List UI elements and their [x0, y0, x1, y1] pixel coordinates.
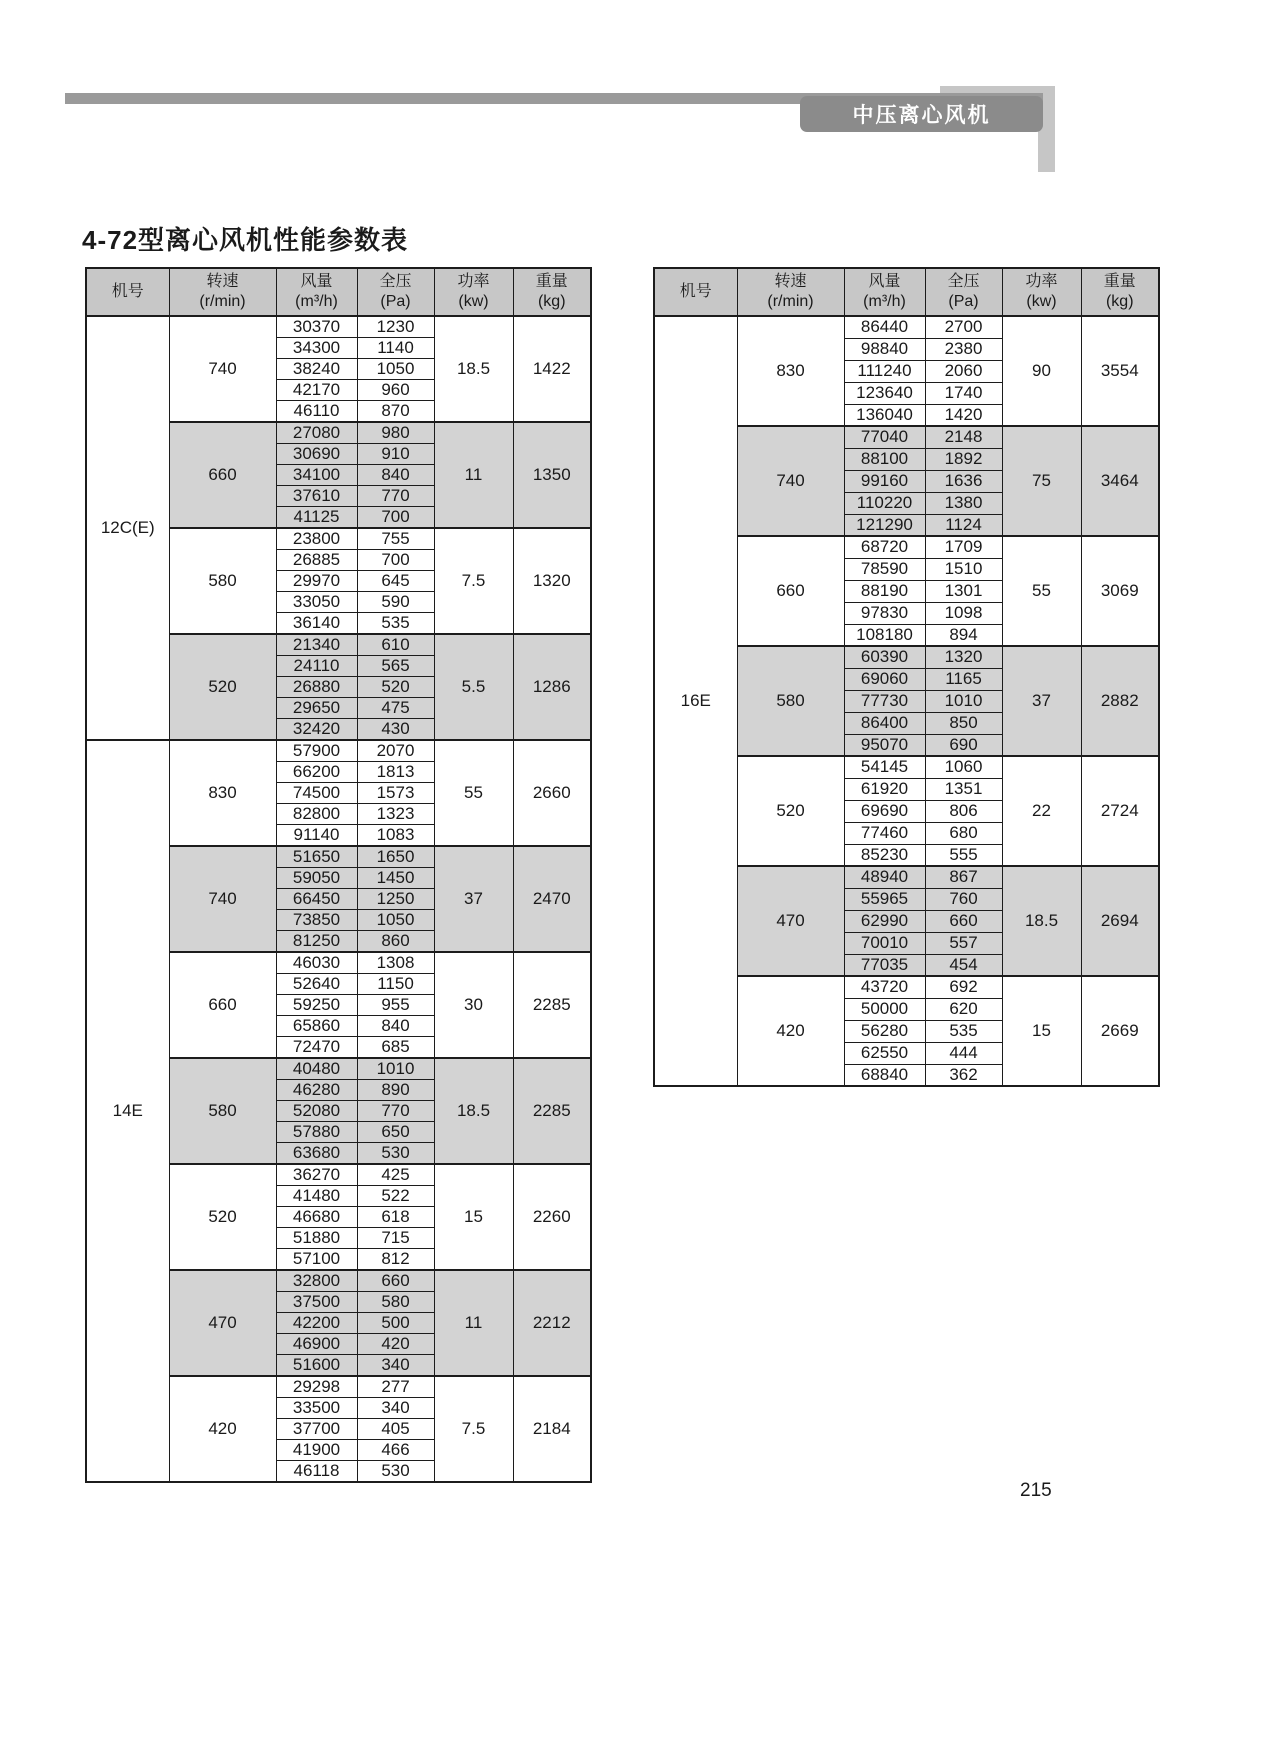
cell-pressure: 1380	[925, 492, 1002, 514]
cell-pressure: 645	[357, 571, 434, 592]
cell-speed: 740	[169, 316, 276, 422]
cell-flow: 74500	[276, 783, 357, 804]
cell-flow: 26880	[276, 677, 357, 698]
cell-flow: 51600	[276, 1355, 357, 1377]
cell-pressure: 1573	[357, 783, 434, 804]
cell-flow: 36140	[276, 613, 357, 635]
cell-flow: 66200	[276, 762, 357, 783]
cell-pressure: 700	[357, 507, 434, 529]
cell-pressure: 340	[357, 1355, 434, 1377]
cell-flow: 86400	[844, 712, 925, 734]
cell-power: 11	[434, 1270, 513, 1376]
cell-pressure: 812	[357, 1249, 434, 1271]
cell-pressure: 980	[357, 422, 434, 444]
cell-flow: 78590	[844, 558, 925, 580]
cell-speed: 580	[169, 528, 276, 634]
cell-flow: 54145	[844, 756, 925, 778]
col-header-unit: (Pa)	[948, 293, 979, 310]
section-tab-label: 中压离心风机	[852, 104, 991, 127]
cell-flow: 57100	[276, 1249, 357, 1271]
cell-pressure: 1124	[925, 514, 1002, 536]
cell-flow: 37700	[276, 1419, 357, 1440]
cell-pressure: 444	[925, 1042, 1002, 1064]
cell-weight: 1422	[513, 316, 591, 422]
cell-pressure: 340	[357, 1398, 434, 1419]
cell-flow: 34100	[276, 465, 357, 486]
cell-flow: 41125	[276, 507, 357, 529]
cell-flow: 86440	[844, 316, 925, 338]
cell-flow: 69060	[844, 668, 925, 690]
cell-flow: 48940	[844, 866, 925, 888]
cell-pressure: 1060	[925, 756, 1002, 778]
cell-pressure: 680	[925, 822, 1002, 844]
cell-pressure: 1150	[357, 974, 434, 995]
performance-table-16E	[653, 267, 1160, 1087]
cell-flow: 65860	[276, 1016, 357, 1037]
cell-speed: 580	[737, 646, 844, 756]
cell-pressure: 867	[925, 866, 1002, 888]
cell-flow: 69690	[844, 800, 925, 822]
col-header-label: 机号	[111, 283, 144, 300]
col-header-unit: (m³/h)	[863, 293, 906, 310]
table-row	[654, 316, 1159, 338]
cell-speed: 420	[169, 1376, 276, 1482]
cell-pressure: 618	[357, 1207, 434, 1228]
cell-power: 90	[1002, 316, 1081, 426]
col-header-label: 功率	[457, 273, 490, 290]
cell-flow: 77460	[844, 822, 925, 844]
cell-pressure: 1050	[357, 910, 434, 931]
cell-pressure: 1650	[357, 846, 434, 868]
cell-power: 75	[1002, 426, 1081, 536]
cell-pressure: 277	[357, 1376, 434, 1398]
cell-pressure: 1636	[925, 470, 1002, 492]
cell-pressure: 535	[357, 613, 434, 635]
cell-flow: 136040	[844, 404, 925, 426]
fan-table-left	[85, 267, 592, 1483]
cell-flow: 43720	[844, 976, 925, 998]
cell-flow: 41900	[276, 1440, 357, 1461]
cell-pressure: 1308	[357, 952, 434, 974]
col-header-unit: (r/min)	[199, 293, 246, 310]
cell-flow: 34300	[276, 338, 357, 359]
cell-pressure: 770	[357, 486, 434, 507]
cell-pressure: 522	[357, 1186, 434, 1207]
cell-pressure: 530	[357, 1461, 434, 1483]
col-header-label: 重量	[1103, 273, 1136, 290]
cell-flow: 70010	[844, 932, 925, 954]
cell-power: 18.5	[1002, 866, 1081, 976]
cell-model: 14E	[86, 740, 169, 1482]
cell-speed: 580	[169, 1058, 276, 1164]
cell-pressure: 430	[357, 719, 434, 741]
cell-flow: 81250	[276, 931, 357, 953]
cell-power: 15	[1002, 976, 1081, 1086]
table-header	[654, 268, 1159, 316]
cell-power: 37	[1002, 646, 1081, 756]
cell-pressure: 1323	[357, 804, 434, 825]
col-header-flow	[844, 268, 925, 316]
cell-pressure: 530	[357, 1143, 434, 1165]
cell-power: 22	[1002, 756, 1081, 866]
cell-pressure: 557	[925, 932, 1002, 954]
col-header-model	[86, 268, 169, 316]
cell-pressure: 405	[357, 1419, 434, 1440]
col-header-label: 转速	[206, 273, 239, 290]
cell-pressure: 2380	[925, 338, 1002, 360]
cell-power: 7.5	[434, 528, 513, 634]
cell-flow: 29970	[276, 571, 357, 592]
cell-weight: 1350	[513, 422, 591, 528]
cell-flow: 82800	[276, 804, 357, 825]
cell-pressure: 2148	[925, 426, 1002, 448]
cell-speed: 520	[169, 634, 276, 740]
cell-pressure: 454	[925, 954, 1002, 976]
cell-weight: 3464	[1081, 426, 1159, 536]
cell-pressure: 555	[925, 844, 1002, 866]
cell-pressure: 520	[357, 677, 434, 698]
cell-flow: 23800	[276, 528, 357, 550]
cell-speed: 740	[169, 846, 276, 952]
cell-pressure: 1010	[925, 690, 1002, 712]
table-body	[86, 316, 591, 1482]
cell-flow: 52640	[276, 974, 357, 995]
cell-pressure: 806	[925, 800, 1002, 822]
cell-pressure: 1250	[357, 889, 434, 910]
col-header-label: 风量	[868, 273, 901, 290]
cell-speed: 520	[737, 756, 844, 866]
cell-flow: 37610	[276, 486, 357, 507]
cell-pressure: 1140	[357, 338, 434, 359]
cell-flow: 57900	[276, 740, 357, 762]
col-header-label: 风量	[300, 273, 333, 290]
page-number: 215	[1020, 1480, 1052, 1501]
cell-pressure: 1301	[925, 580, 1002, 602]
cell-flow: 57880	[276, 1122, 357, 1143]
cell-flow: 85230	[844, 844, 925, 866]
cell-flow: 97830	[844, 602, 925, 624]
cell-flow: 59250	[276, 995, 357, 1016]
cell-power: 55	[1002, 536, 1081, 646]
cell-weight: 3069	[1081, 536, 1159, 646]
cell-flow: 33050	[276, 592, 357, 613]
cell-flow: 88100	[844, 448, 925, 470]
cell-flow: 68720	[844, 536, 925, 558]
cell-pressure: 1892	[925, 448, 1002, 470]
cell-pressure: 1050	[357, 359, 434, 380]
cell-weight: 2285	[513, 1058, 591, 1164]
page-title: 4-72型离心风机性能参数表	[82, 225, 409, 255]
col-header-unit: (kw)	[1026, 293, 1057, 310]
col-header-label: 功率	[1025, 273, 1058, 290]
cell-flow: 21340	[276, 634, 357, 656]
cell-flow: 108180	[844, 624, 925, 646]
cell-flow: 68840	[844, 1064, 925, 1086]
cell-flow: 72470	[276, 1037, 357, 1059]
table-body	[654, 316, 1159, 1086]
cell-pressure: 610	[357, 634, 434, 656]
cell-power: 15	[434, 1164, 513, 1270]
cell-pressure: 1813	[357, 762, 434, 783]
col-header-weight	[1081, 268, 1159, 316]
cell-pressure: 1230	[357, 316, 434, 338]
cell-weight: 2212	[513, 1270, 591, 1376]
cell-flow: 30370	[276, 316, 357, 338]
cell-pressure: 840	[357, 1016, 434, 1037]
cell-weight: 2184	[513, 1376, 591, 1482]
cell-pressure: 425	[357, 1164, 434, 1186]
cell-pressure: 1083	[357, 825, 434, 847]
cell-flow: 29650	[276, 698, 357, 719]
cell-speed: 660	[737, 536, 844, 646]
cell-flow: 46110	[276, 401, 357, 423]
cell-speed: 470	[169, 1270, 276, 1376]
col-header-power	[1002, 268, 1081, 316]
cell-flow: 123640	[844, 382, 925, 404]
cell-flow: 63680	[276, 1143, 357, 1165]
cell-pressure: 955	[357, 995, 434, 1016]
col-header-pressure	[925, 268, 1002, 316]
cell-flow: 51650	[276, 846, 357, 868]
cell-pressure: 590	[357, 592, 434, 613]
col-header-unit: (kg)	[1105, 293, 1134, 310]
cell-pressure: 580	[357, 1292, 434, 1313]
cell-pressure: 565	[357, 656, 434, 677]
cell-flow: 27080	[276, 422, 357, 444]
cell-pressure: 960	[357, 380, 434, 401]
cell-pressure: 770	[357, 1101, 434, 1122]
col-header-label: 机号	[679, 283, 712, 300]
cell-pressure: 1740	[925, 382, 1002, 404]
cell-flow: 77730	[844, 690, 925, 712]
cell-flow: 46680	[276, 1207, 357, 1228]
cell-pressure: 660	[357, 1270, 434, 1292]
section-tab	[800, 96, 1043, 132]
cell-pressure: 420	[357, 1334, 434, 1355]
cell-pressure: 1420	[925, 404, 1002, 426]
col-header-speed	[169, 268, 276, 316]
cell-speed: 830	[737, 316, 844, 426]
cell-flow: 24110	[276, 656, 357, 677]
col-header-label: 重量	[535, 273, 568, 290]
fan-table-right	[653, 267, 1160, 1087]
cell-power: 11	[434, 422, 513, 528]
cell-flow: 36270	[276, 1164, 357, 1186]
cell-pressure: 2060	[925, 360, 1002, 382]
col-header-unit: (m³/h)	[295, 293, 338, 310]
cell-flow: 46118	[276, 1461, 357, 1483]
performance-table-12C-14E	[85, 267, 592, 1483]
col-header-unit: (kg)	[537, 293, 566, 310]
cell-flow: 88190	[844, 580, 925, 602]
cell-weight: 2694	[1081, 866, 1159, 976]
cell-pressure: 660	[925, 910, 1002, 932]
cell-speed: 740	[737, 426, 844, 536]
cell-pressure: 860	[357, 931, 434, 953]
cell-pressure: 2700	[925, 316, 1002, 338]
cell-pressure: 690	[925, 734, 1002, 756]
cell-pressure: 870	[357, 401, 434, 423]
cell-flow: 32420	[276, 719, 357, 741]
cell-pressure: 535	[925, 1020, 1002, 1042]
cell-pressure: 692	[925, 976, 1002, 998]
cell-flow: 61920	[844, 778, 925, 800]
cell-power: 18.5	[434, 316, 513, 422]
cell-pressure: 685	[357, 1037, 434, 1059]
col-header-unit: (Pa)	[380, 293, 411, 310]
cell-weight: 2660	[513, 740, 591, 846]
cell-power: 5.5	[434, 634, 513, 740]
cell-flow: 66450	[276, 889, 357, 910]
cell-pressure: 1351	[925, 778, 1002, 800]
cell-flow: 56280	[844, 1020, 925, 1042]
cell-flow: 52080	[276, 1101, 357, 1122]
cell-speed: 420	[737, 976, 844, 1086]
cell-speed: 660	[169, 422, 276, 528]
cell-flow: 46900	[276, 1334, 357, 1355]
cell-flow: 46030	[276, 952, 357, 974]
col-header-model	[654, 268, 737, 316]
cell-flow: 73850	[276, 910, 357, 931]
table-header-row	[654, 268, 1159, 316]
cell-pressure: 894	[925, 624, 1002, 646]
cell-weight: 2882	[1081, 646, 1159, 756]
cell-pressure: 475	[357, 698, 434, 719]
cell-model: 16E	[654, 316, 737, 1086]
cell-weight: 2260	[513, 1164, 591, 1270]
cell-pressure: 2070	[357, 740, 434, 762]
col-header-unit: (r/min)	[767, 293, 814, 310]
cell-weight: 2724	[1081, 756, 1159, 866]
cell-pressure: 1098	[925, 602, 1002, 624]
cell-flow: 30690	[276, 444, 357, 465]
cell-pressure: 715	[357, 1228, 434, 1249]
cell-power: 7.5	[434, 1376, 513, 1482]
cell-flow: 26885	[276, 550, 357, 571]
cell-flow: 55965	[844, 888, 925, 910]
col-header-weight	[513, 268, 591, 316]
cell-flow: 42200	[276, 1313, 357, 1334]
cell-weight: 1320	[513, 528, 591, 634]
cell-speed: 660	[169, 952, 276, 1058]
col-header-label: 全压	[947, 273, 980, 290]
cell-flow: 60390	[844, 646, 925, 668]
cell-speed: 470	[737, 866, 844, 976]
cell-weight: 3554	[1081, 316, 1159, 426]
cell-weight: 2285	[513, 952, 591, 1058]
cell-flow: 91140	[276, 825, 357, 847]
cell-flow: 50000	[844, 998, 925, 1020]
cell-flow: 77040	[844, 426, 925, 448]
cell-pressure: 466	[357, 1440, 434, 1461]
col-header-flow	[276, 268, 357, 316]
cell-pressure: 362	[925, 1064, 1002, 1086]
cell-power: 37	[434, 846, 513, 952]
cell-flow: 98840	[844, 338, 925, 360]
cell-flow: 62550	[844, 1042, 925, 1064]
cell-speed: 520	[169, 1164, 276, 1270]
cell-flow: 62990	[844, 910, 925, 932]
cell-pressure: 1709	[925, 536, 1002, 558]
cell-pressure: 1010	[357, 1058, 434, 1080]
cell-flow: 32800	[276, 1270, 357, 1292]
cell-pressure: 910	[357, 444, 434, 465]
col-header-speed	[737, 268, 844, 316]
cell-pressure: 755	[357, 528, 434, 550]
col-header-label: 全压	[379, 273, 412, 290]
cell-power: 18.5	[434, 1058, 513, 1164]
cell-pressure: 620	[925, 998, 1002, 1020]
cell-power: 55	[434, 740, 513, 846]
col-header-pressure	[357, 268, 434, 316]
table-row	[86, 740, 591, 762]
table-row	[86, 316, 591, 338]
cell-flow: 40480	[276, 1058, 357, 1080]
cell-pressure: 650	[357, 1122, 434, 1143]
cell-speed: 830	[169, 740, 276, 846]
cell-weight: 2669	[1081, 976, 1159, 1086]
cell-power: 30	[434, 952, 513, 1058]
cell-flow: 42170	[276, 380, 357, 401]
cell-pressure: 1510	[925, 558, 1002, 580]
cell-flow: 99160	[844, 470, 925, 492]
table-header-row	[86, 268, 591, 316]
cell-weight: 1286	[513, 634, 591, 740]
cell-weight: 2470	[513, 846, 591, 952]
cell-model: 12C(E)	[86, 316, 169, 740]
cell-flow: 111240	[844, 360, 925, 382]
cell-flow: 110220	[844, 492, 925, 514]
col-header-power	[434, 268, 513, 316]
cell-pressure: 500	[357, 1313, 434, 1334]
cell-flow: 59050	[276, 868, 357, 889]
cell-flow: 37500	[276, 1292, 357, 1313]
cell-pressure: 850	[925, 712, 1002, 734]
cell-flow: 77035	[844, 954, 925, 976]
table-header	[86, 268, 591, 316]
cell-flow: 51880	[276, 1228, 357, 1249]
cell-flow: 41480	[276, 1186, 357, 1207]
cell-pressure: 890	[357, 1080, 434, 1101]
cell-flow: 95070	[844, 734, 925, 756]
col-header-unit: (kw)	[458, 293, 489, 310]
cell-pressure: 840	[357, 465, 434, 486]
cell-pressure: 1320	[925, 646, 1002, 668]
col-header-label: 转速	[774, 273, 807, 290]
cell-flow: 38240	[276, 359, 357, 380]
cell-flow: 46280	[276, 1080, 357, 1101]
cell-flow: 29298	[276, 1376, 357, 1398]
cell-flow: 121290	[844, 514, 925, 536]
cell-pressure: 1450	[357, 868, 434, 889]
cell-pressure: 1165	[925, 668, 1002, 690]
cell-flow: 33500	[276, 1398, 357, 1419]
cell-pressure: 700	[357, 550, 434, 571]
cell-pressure: 760	[925, 888, 1002, 910]
